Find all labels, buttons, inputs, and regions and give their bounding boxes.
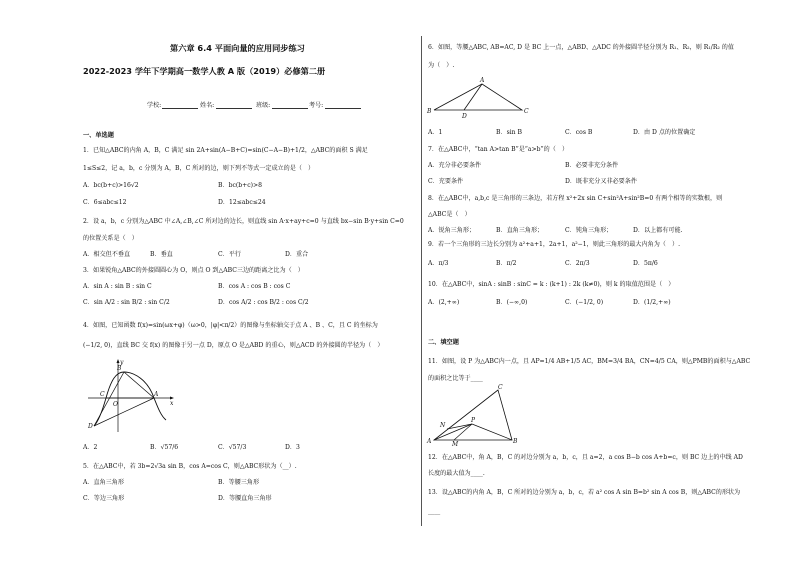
q6-label-d: D [462, 113, 467, 120]
q7-stem-line-1: 7．在△ABC中，“tan A>tan B”是“a>b”的（ ） [428, 146, 569, 153]
q4-line-ab [124, 372, 154, 398]
q10-option-a[interactable]: A．(2,+∞) [428, 299, 460, 306]
q4-sine-curve-left [94, 398, 106, 426]
q4-label-o: O [113, 401, 118, 408]
q4-label-a: A [154, 391, 159, 398]
q9-option-c[interactable]: C．2π/3 [565, 260, 590, 267]
q10-option-d[interactable]: D．(1/2,+∞) [633, 299, 671, 306]
q6-label-a: A [480, 77, 485, 84]
q9-option-d[interactable]: D．5π/6 [633, 260, 658, 267]
q4-option-a[interactable]: A．2 [83, 444, 98, 451]
q4-label-x: x [170, 400, 174, 407]
q6-stem-line-2: 为（ ）. [428, 62, 455, 69]
q2-option-b[interactable]: B．垂直 [150, 251, 173, 258]
q9-stem-line-1: 9．若一个三角形的三边长分别为 a²+a+1，2a+1，a²−1，则此三角形的最大内角为（ ）. [428, 241, 681, 248]
q1-option-a[interactable]: A．bc(b+c)>16√2 [83, 182, 139, 189]
q2-option-a[interactable]: A．相交但不垂直 [83, 251, 131, 258]
q8-option-c[interactable]: C．钝角三角形； [565, 227, 613, 234]
q11-label-m: M [452, 441, 459, 446]
q11-label-c: C [498, 384, 503, 391]
info-id-field[interactable] [325, 108, 361, 109]
q4-option-d[interactable]: D．3 [285, 444, 300, 451]
q7-option-b[interactable]: B．必要非充分条件 [565, 162, 619, 169]
q13-stem-line-2: ____ [428, 508, 441, 515]
q4-line-ad [94, 398, 154, 426]
info-name-label: 姓名: [200, 102, 215, 109]
q11-label-a: A [427, 438, 432, 445]
q10-option-c[interactable]: C．(−1/2, 0) [565, 299, 604, 306]
q8-option-b[interactable]: B．直角三角形； [496, 227, 544, 234]
q6-stem-line-1: 6．如图，等腰△ABC, AB=AC, D 是 BC 上一点，△ABD、△ADC 的外接圆半径分别为 R₁、R₂，则 R₁/R₂ 的值 [428, 44, 734, 51]
q5-option-a[interactable]: A．直角三角形 [83, 479, 124, 486]
q11-stem-line-1: 11．如图，设 P 为△ABC内一点，且 AP=1/4 AB+1/5 AC，BM=3/4 BA，CN=4/5 CA，则△PMB的面积与△ABC [428, 358, 751, 365]
q4-option-b[interactable]: B．√57/6 [150, 444, 179, 451]
q2-option-c[interactable]: C．平行 [218, 251, 241, 258]
q6-label-c: C [524, 108, 529, 115]
q6-isosceles-triangle-figure [426, 74, 536, 120]
info-class-field[interactable] [272, 108, 308, 109]
q11-label-n: N [440, 422, 446, 429]
q11-label-p: P [471, 417, 476, 424]
q1-option-c[interactable]: C．6≤abc≤12 [83, 199, 127, 206]
q8-stem-line-1: 8．在△ABC中，a,b,c 是三角形的三条边，若方程 x²+2x sin C+sin²A+sin²B=0 有两个相等的实数根，则 [428, 195, 723, 202]
q6-option-d[interactable]: D．由 D 点的位置确定 [633, 129, 696, 136]
q1-stem-line-2: 1≤S≤2，记 a，b，c 分别为 A，B，C 所对的边，则下列不等式一定成立的是（ ） [83, 165, 315, 172]
q4-label-b: B [117, 365, 122, 372]
q12-stem-line-2: 长度的最大值为____. [428, 470, 485, 477]
q6-label-b: B [427, 108, 432, 115]
q3-option-b[interactable]: B．cos A : cos B : cos C [218, 283, 291, 290]
q9-option-b[interactable]: B．π/2 [496, 260, 517, 267]
q8-option-d[interactable]: D．以上都有可能. [633, 227, 683, 234]
section-heading-fill-blank: 二、填空题 [428, 339, 459, 346]
q6-option-a[interactable]: A．1 [428, 129, 443, 136]
q5-option-d[interactable]: D．等腰直角三角形 [218, 495, 272, 502]
q2-stem-line-2: 的位置关系是（ ） [83, 235, 138, 242]
q4-label-c: C [100, 391, 105, 398]
q11-label-b: B [513, 438, 518, 445]
page-subtitle: 2022-2023 学年下学期高一数学人教 A 版（2019）必修第二册 [83, 66, 326, 76]
q4-sine-graph-figure [86, 356, 178, 434]
q8-option-a[interactable]: A．锐角三角形； [428, 227, 476, 234]
q11-stem-line-2: 的面积之比等于____ [428, 375, 483, 382]
q6-segment-ad [464, 84, 482, 110]
q12-stem-line-1: 12．在△ABC中，角 A，B，C 的对边分别为 a，b，c，且 a=2，a cos B−b cos A+b=c，则 BC 边上的中线 AD [428, 454, 743, 461]
q10-stem-line-1: 10．在△ABC中，sinA : sinB : sinC = k : (k+1) : 2k (k≠0)，则 k 的取值范围是（ ） [428, 281, 675, 288]
q11-triangle-figure [426, 384, 522, 446]
q1-stem-line-1: 1．已知△ABC的内角 A，B，C 满足 sin 2A+sin(A−B+C)=sin(C−A−B)+1/2，△ABC的面积 S 满足 [83, 147, 368, 154]
section-heading-single-choice: 一、单选题 [83, 132, 114, 139]
info-school-field[interactable] [162, 108, 198, 109]
q4-stem-line-1: 4．如图，已知函数 f(x)=sin(ωx+φ)（ω>0，|φ|<π/2）的图像与坐标轴交于点 A 、B 、C，且 C 的坐标为 [83, 322, 378, 329]
q1-option-d[interactable]: D．12≤abc≤24 [218, 199, 266, 206]
q4-line-bd [94, 372, 124, 426]
q11-segment-pm [454, 424, 472, 440]
q2-option-d[interactable]: D．重合 [285, 251, 309, 258]
q11-segment-pb [472, 424, 512, 440]
q6-triangle-abc [434, 84, 522, 110]
page-title: 第六章 6.4 平面向量的应用同步练习 [170, 43, 305, 53]
q4-stem-line-2: (−1/2, 0)，直线 BC 交 f(x) 的图像于另一点 D，原点 O 是△ABD 的重心，则△ACD 的外接圆的半径为（ ） [83, 342, 384, 349]
q7-option-a[interactable]: A．充分非必要条件 [428, 162, 482, 169]
q2-stem-line-1: 2．设 a，b，c 分别为△ABC 中∠A,∠B,∠C 所对边的边长，则直线 sin A·x+ay+c=0 与直线 bx−sin B·y+sin C=0 [83, 218, 404, 225]
info-school-label: 学校: [147, 102, 162, 109]
q9-option-a[interactable]: A．π/3 [428, 260, 449, 267]
q3-option-c[interactable]: C．sin A/2 : sin B/2 : sin C/2 [83, 299, 170, 306]
q6-option-b[interactable]: B．sin B [496, 129, 522, 136]
info-class-label: 班级: [256, 102, 271, 109]
column-divider [421, 36, 422, 526]
q7-option-c[interactable]: C．充要条件 [428, 178, 464, 185]
q8-stem-line-2: △ABC是（ ） [428, 211, 471, 218]
q11-triangle-abc [434, 390, 512, 440]
q3-stem-line-1: 3．如果锐角△ABC的外接圆圆心为 O，则点 O 到△ABC三边的距离之比为（ ） [83, 267, 304, 274]
q6-option-c[interactable]: C．cos B [565, 129, 593, 136]
q5-option-c[interactable]: C．等边三角形 [83, 495, 125, 502]
q7-option-d[interactable]: D．既非充分又非必要条件 [565, 178, 637, 185]
q10-option-b[interactable]: B．(−∞,0) [496, 299, 528, 306]
q4-option-c[interactable]: C．√57/3 [218, 444, 247, 451]
q4-label-d: D [88, 423, 93, 430]
q4-label-y: y [120, 359, 124, 366]
info-id-label: 考号: [309, 102, 324, 109]
info-name-field[interactable] [216, 108, 252, 109]
q13-stem-line-1: 13．设△ABC的内角 A，B，C 所对的边分别为 a，b，c，若 a² cos A sin B=b² sin A cos B，则△ABC的形状为 [428, 489, 741, 496]
q5-option-b[interactable]: B．等腰三角形 [218, 479, 260, 486]
q3-option-d[interactable]: D．cos A/2 : cos B/2 : cos C/2 [218, 299, 309, 306]
q5-stem-line-1: 5．在△ABC中，若 3b=2√3a sin B，cos A=cos C，则△ABC形状为（__）. [83, 463, 297, 470]
q3-option-a[interactable]: A．sin A : sin B : sin C [83, 283, 152, 290]
q1-option-b[interactable]: B．bc(b+c)>8 [218, 182, 263, 189]
